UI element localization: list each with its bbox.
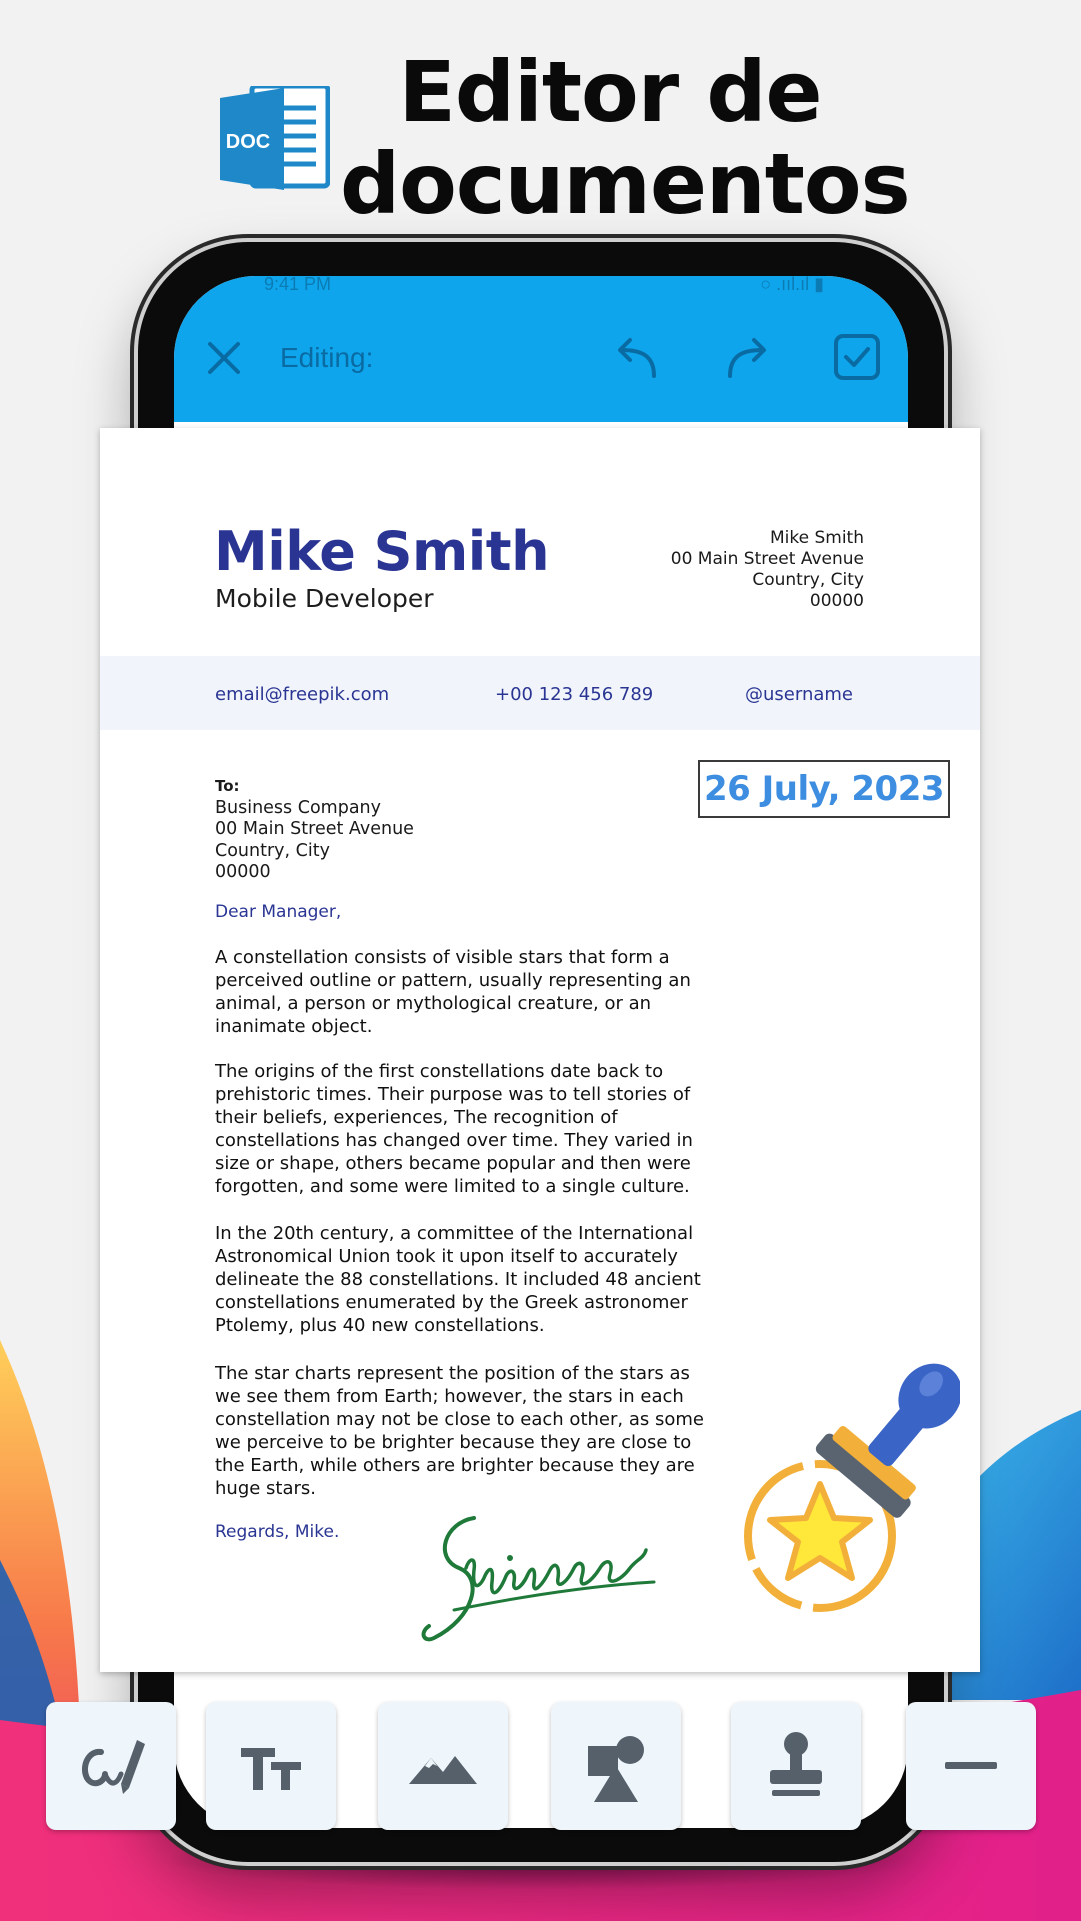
stamp-icon [756, 1726, 836, 1806]
sender-address-line: 00000 [809, 591, 864, 611]
text-size-icon [231, 1726, 311, 1806]
page-headline [340, 43, 910, 233]
recipient-line: 00000 [215, 862, 271, 882]
recipient-block[interactable] [215, 776, 414, 884]
status-bar [244, 276, 838, 300]
contact-band [100, 656, 980, 730]
doc-logo-text: DOC [225, 131, 271, 153]
sender-address-line: 00 Main Street Avenue [670, 549, 864, 569]
toolbar-signature-button[interactable] [46, 1702, 176, 1830]
editor-title: Editing: [280, 342, 374, 373]
toolbar-text-button[interactable] [206, 1702, 336, 1830]
recipient-line: Country, City [215, 840, 330, 861]
date-textbox[interactable]: 26 July, 2023 [698, 760, 950, 818]
confirm-check-icon[interactable] [832, 332, 882, 382]
body-paragraph[interactable]: In the 20th century, a committee of the International Astronomical Union took it upon itself to accurately delineate the 88 constellations. It included 48 ancient constellations enumerated by the Greek astronomer Ptolemy, plus 40 new constellations. [215, 1223, 701, 1336]
sender-name[interactable]: Mike Smith [214, 520, 550, 583]
contact-phone[interactable]: +00 123 456 789 [495, 684, 654, 705]
doc-file-icon [218, 86, 330, 190]
signature-pen-icon [71, 1726, 151, 1806]
close-icon[interactable] [204, 338, 244, 378]
body-paragraph[interactable]: The origins of the first constellations date back to prehistoric times. Their purpose was to tell stories of their beliefs, experiences, The recognition of constellations has changed over time. They varied in size or shape, others became popular and then were forgotten, and some were limited to a single culture. [215, 1061, 693, 1197]
undo-icon[interactable] [610, 334, 662, 382]
body-paragraph[interactable]: A constellation consists of visible stars that form a perceived outline or pattern, usually representing an animal, a person or mythological creature, or an inanimate object. [215, 947, 691, 1037]
toolbar-shapes-button[interactable] [551, 1702, 681, 1830]
toolbar-stamp-button[interactable] [731, 1702, 861, 1830]
image-mountain-icon [403, 1726, 483, 1806]
recipient-line: Business Company [215, 797, 381, 818]
status-time: 9:41 PM [264, 276, 332, 294]
line-icon [931, 1726, 1011, 1806]
sender-role[interactable]: Mobile Developer [215, 584, 434, 613]
to-label: To: [215, 777, 240, 795]
stamp-sticker[interactable] [680, 1328, 960, 1628]
sender-address[interactable] [671, 528, 864, 612]
status-indicators: ○ .ııl.ıl ▮ [760, 276, 824, 294]
signature-image[interactable] [414, 1498, 664, 1648]
toolbar-line-button[interactable] [906, 1702, 1036, 1830]
sender-address-line: Mike Smith [769, 528, 864, 548]
recipient-line: 00 Main Street Avenue [215, 819, 414, 839]
sender-address-line: Country, City [752, 570, 864, 590]
body-paragraph[interactable]: The star charts represent the position of the stars as we see them from Earth; however, the stars in each constellation may not be close to each other, as some we perceive to be brighter because they are close to the Earth, while others are brighter because they are huge stars. [215, 1363, 704, 1499]
shapes-icon [576, 1726, 656, 1806]
contact-email[interactable]: email@freepik.com [215, 684, 390, 705]
headline-line-1: Editor de [398, 43, 822, 141]
redo-icon[interactable] [722, 334, 774, 382]
document-page[interactable] [100, 428, 980, 1672]
toolbar-image-button[interactable] [378, 1702, 508, 1830]
greeting[interactable]: Dear Manager, [215, 902, 342, 922]
closing-line[interactable]: Regards, Mike. [215, 1522, 340, 1542]
contact-username[interactable]: @username [745, 684, 853, 705]
editor-app-bar [174, 276, 908, 422]
headline-line-2: documentos [340, 135, 910, 233]
